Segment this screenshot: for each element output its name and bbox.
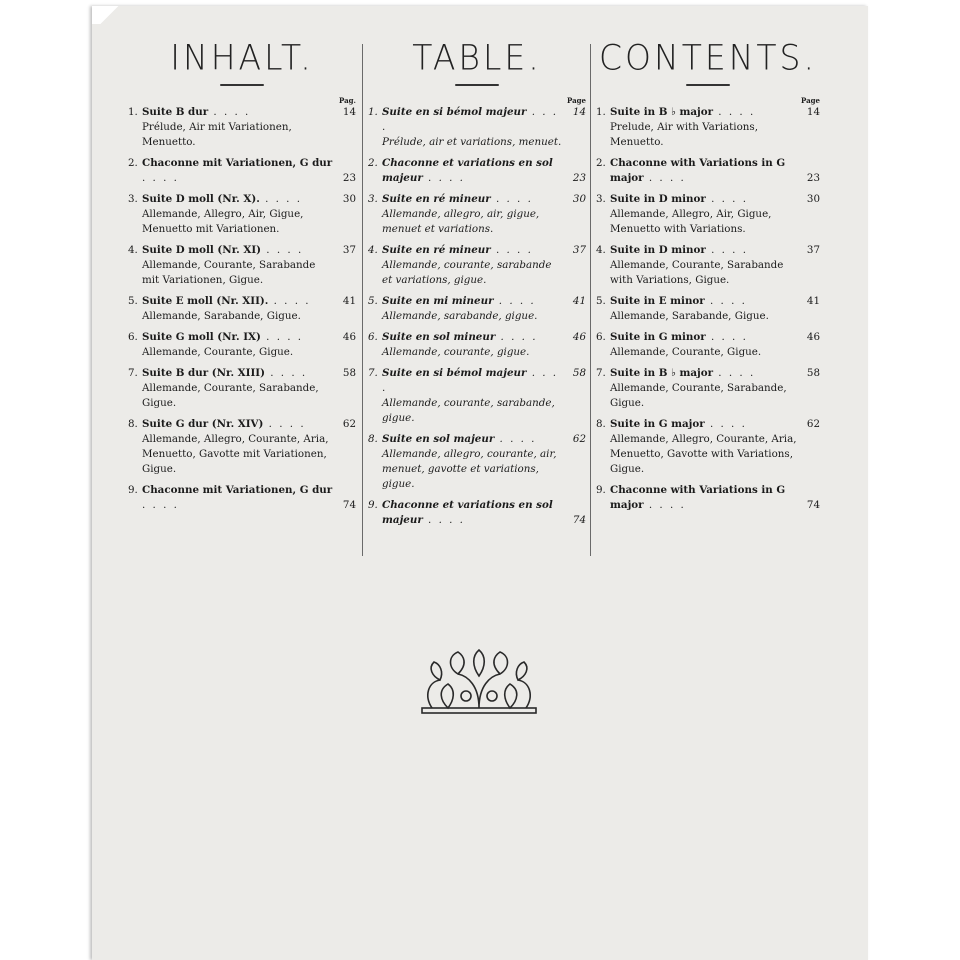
entry-title (368, 366, 586, 396)
leader-dots: . . . . (494, 433, 537, 445)
entry-movements: Prelude, Air with Variations, Menuetto. (610, 121, 758, 148)
entry-number: 1. (596, 106, 606, 118)
toc-entry (368, 366, 586, 426)
leader-dots: . . . . (643, 499, 686, 511)
entry-number: 4. (128, 244, 138, 256)
toc-entry (596, 417, 820, 477)
entry-movements: Allemande, Allegro, Courante, Aria, Menuetto, Gavotte mit Variationen, Gigue. (142, 433, 329, 475)
leader-dots: . . . . (490, 193, 533, 205)
entry-page-number: 46 (806, 331, 820, 343)
entry-movements: Allemande, Courante, Gigue. (142, 346, 294, 358)
english-column (596, 6, 820, 519)
entry-number: 2. (128, 157, 138, 169)
entry-title-text: Suite en mi mineur (382, 295, 494, 307)
entry-title (368, 432, 586, 447)
entry-page-number: 14 (572, 106, 586, 118)
heading-flourish (220, 84, 264, 86)
entry-number: 4. (368, 244, 378, 256)
toc-entry (596, 156, 820, 186)
english-heading: CONTENTS. (599, 37, 817, 78)
entry-page-number: 58 (342, 367, 356, 379)
entry-number: 6. (596, 331, 606, 343)
toc-entry (596, 192, 820, 237)
entry-title-text: Suite E moll (Nr. XII). (142, 295, 269, 307)
entry-number: 1. (128, 106, 138, 118)
entry-movements: Allemande, Courante, Sarabande mit Variationen, Gigue. (142, 259, 316, 286)
entry-title-text: Suite in B ♭ major (610, 106, 714, 118)
entry-page-number: 37 (572, 244, 586, 256)
entry-page-number: 58 (572, 367, 586, 379)
entry-page-number: 41 (342, 295, 356, 307)
leader-dots: . . . . (260, 331, 304, 343)
entry-number: 2. (368, 157, 378, 169)
toc-entry (128, 192, 356, 237)
entry-page-number: 37 (342, 244, 356, 256)
entry-title-text: Suite D moll (Nr. X). (142, 193, 260, 205)
leader-dots: . . . . (704, 418, 747, 430)
entry-title-text: Suite en ré mineur (382, 193, 491, 205)
leader-dots: . . . . (261, 244, 304, 256)
entry-title (128, 156, 356, 186)
leader-dots: . . . . (713, 367, 756, 379)
toc-list (368, 105, 586, 528)
entry-movements: Allemande, Courante, Sarabande with Variations, Gigue. (610, 259, 784, 286)
entry-page-number: 46 (572, 331, 586, 343)
entry-title (596, 366, 820, 381)
leader-dots: . . . . (493, 295, 536, 307)
entry-movements: Allemande, courante, sarabande et variations, gigue. (382, 259, 552, 286)
entry-page-number: 74 (806, 499, 820, 511)
entry-page-number: 41 (806, 295, 820, 307)
entry-number: 3. (368, 193, 378, 205)
leader-dots: . . . . (495, 331, 538, 343)
entry-number: 5. (596, 295, 606, 307)
page-column-label: Page (801, 96, 820, 105)
entry-number: 7. (128, 367, 138, 379)
entry-page-number: 30 (806, 193, 820, 205)
floral-ornament-icon (418, 646, 540, 720)
entry-title-text: Suite en sol majeur (382, 433, 495, 445)
toc-entry (128, 294, 356, 324)
leader-dots: . . . . (263, 418, 306, 430)
entry-page-number: 74 (342, 499, 356, 511)
entry-page-number: 74 (572, 514, 586, 526)
toc-entry (368, 294, 586, 324)
toc-entry (596, 483, 820, 513)
entry-movements: Allemande, Courante, Sarabande, Gigue. (610, 382, 787, 409)
entry-page-number: 62 (572, 433, 586, 445)
entry-title (128, 366, 356, 381)
toc-entry (128, 156, 356, 186)
entry-title (368, 294, 586, 309)
entry-number: 9. (128, 484, 138, 496)
entry-title-text: Suite B dur (Nr. XIII) (142, 367, 265, 379)
entry-movements: Allemande, Courante, Gigue. (610, 346, 762, 358)
entry-number: 8. (596, 418, 606, 430)
entry-title (368, 330, 586, 345)
toc-entry (368, 330, 586, 360)
entry-number: 9. (368, 499, 378, 511)
leader-dots: . . . . (704, 295, 747, 307)
entry-page-number: 41 (572, 295, 586, 307)
toc-entry (368, 105, 586, 150)
leader-dots: . . . . (422, 514, 465, 526)
entry-title (128, 192, 356, 207)
german-heading: INHALT. (170, 37, 314, 78)
entry-title (128, 417, 356, 432)
toc-entry (596, 366, 820, 411)
toc-entry (596, 330, 820, 360)
entry-title (128, 294, 356, 309)
entry-movements: Allemande, Allegro, Air, Gigue, Menuetto with Variations. (610, 208, 772, 235)
entry-page-number: 23 (342, 172, 356, 184)
entry-title-text: Chaconne mit Variationen, G dur (142, 157, 333, 169)
leader-dots: . . . . (142, 499, 179, 511)
leader-dots: . . . . (208, 106, 251, 118)
leader-dots: . . . . (490, 244, 533, 256)
toc-list (596, 105, 820, 513)
entry-title (368, 243, 586, 258)
column-divider (362, 44, 363, 556)
page-column-label: Page (567, 96, 586, 105)
entry-title (368, 498, 586, 528)
entry-page-number: 58 (806, 367, 820, 379)
french-heading: TABLE. (412, 37, 542, 78)
entry-number: 1. (368, 106, 378, 118)
heading-flourish (455, 84, 499, 86)
entry-movements: Allemande, allegro, courante, air, menuet, gavotte et variations, gigue. (382, 448, 557, 490)
entry-title-text: Suite en sol mineur (382, 331, 496, 343)
entry-movements: Allemande, Sarabande, Gigue. (610, 310, 769, 322)
entry-title-text: Chaconne mit Variationen, G dur (142, 484, 333, 496)
page-column-label: Pag. (339, 96, 356, 105)
toc-entry (128, 330, 356, 360)
entry-page-number: 30 (342, 193, 356, 205)
toc-list (128, 105, 356, 513)
entry-page-number: 23 (806, 172, 820, 184)
entry-title-text: Suite in B ♭ major (610, 367, 714, 379)
entry-number: 8. (128, 418, 138, 430)
entry-movements: Allemande, Sarabande, Gigue. (142, 310, 301, 322)
entry-movements: Allemande, Allegro, Courante, Aria, Menuetto, Gavotte with Variations, Gigue. (610, 433, 797, 475)
entry-number: 9. (596, 484, 606, 496)
entry-number: 7. (596, 367, 606, 379)
entry-movements: Allemande, courante, gigue. (382, 346, 530, 358)
leader-dots: . . . . (643, 172, 686, 184)
leader-dots: . . . . (705, 193, 748, 205)
entry-title-text: Suite in E minor (610, 295, 705, 307)
entry-movements: Allemande, courante, sarabande, gigue. (382, 397, 555, 424)
entry-title-text: Suite in G minor (610, 331, 706, 343)
entry-title-text: Suite G moll (Nr. IX) (142, 331, 261, 343)
entry-title-text: Chaconne et variations en sol majeur (382, 157, 553, 184)
entry-page-number: 62 (342, 418, 356, 430)
entry-page-number: 14 (342, 106, 356, 118)
entry-page-number: 37 (806, 244, 820, 256)
toc-entry (368, 192, 586, 237)
toc-entry (368, 498, 586, 528)
leader-dots: . . . . (422, 172, 465, 184)
entry-movements: Allemande, sarabande, gigue. (382, 310, 538, 322)
german-column (128, 6, 356, 519)
entry-number: 3. (128, 193, 138, 205)
entry-movements: Prélude, Air mit Variationen, Menuetto. (142, 121, 292, 148)
entry-number: 5. (368, 295, 378, 307)
entry-title (368, 192, 586, 207)
entry-title-text: Chaconne with Variations in G major (610, 157, 786, 184)
entry-title (596, 192, 820, 207)
entry-movements: Prélude, air et variations, menuet. (382, 136, 562, 148)
entry-title-text: Suite en si bémol majeur (382, 367, 527, 379)
toc-entry (128, 483, 356, 513)
leader-dots: . . . . (705, 331, 748, 343)
entry-page-number: 14 (806, 106, 820, 118)
entry-movements: Allemande, Allegro, Air, Gigue, Menuetto mit Variationen. (142, 208, 304, 235)
entry-number: 4. (596, 244, 606, 256)
leader-dots: . . . . (259, 193, 302, 205)
toc-entry (596, 294, 820, 324)
french-column (368, 6, 586, 534)
entry-title (128, 330, 356, 345)
entry-number: 6. (128, 331, 138, 343)
entry-page-number: 30 (572, 193, 586, 205)
entry-title (368, 156, 586, 186)
leader-dots: . . . . (382, 106, 559, 133)
entry-number: 6. (368, 331, 378, 343)
entry-movements: Allemande, Courante, Sarabande, Gigue. (142, 382, 319, 409)
heading-flourish (686, 84, 730, 86)
entry-title (596, 483, 820, 513)
leader-dots: . . . . (382, 367, 559, 394)
toc-entry (128, 105, 356, 150)
entry-title-text: Chaconne et variations en sol majeur (382, 499, 553, 526)
entry-title-text: Chaconne with Variations in G major (610, 484, 786, 511)
entry-title-text: Suite D moll (Nr. XI) (142, 244, 262, 256)
leader-dots: . . . . (268, 295, 311, 307)
entry-title (596, 105, 820, 120)
entry-title (596, 243, 820, 258)
entry-page-number: 23 (572, 172, 586, 184)
leader-dots: . . . . (705, 244, 748, 256)
entry-movements: Allemande, allegro, air, gigue, menuet et variations. (382, 208, 540, 235)
toc-entry (128, 417, 356, 477)
entry-title-text: Suite in D minor (610, 193, 706, 205)
entry-title-text: Suite B dur (142, 106, 209, 118)
column-divider (590, 44, 591, 556)
entry-number: 7. (368, 367, 378, 379)
toc-entry (368, 243, 586, 288)
entry-title-text: Suite en ré mineur (382, 244, 491, 256)
leader-dots: . . . . (713, 106, 756, 118)
toc-entry (128, 243, 356, 288)
entry-title (596, 156, 820, 186)
toc-entry (368, 432, 586, 492)
entry-number: 3. (596, 193, 606, 205)
entry-title (128, 105, 356, 120)
entry-title-text: Suite G dur (Nr. XIV) (142, 418, 264, 430)
toc-entry (368, 156, 586, 186)
toc-entry (596, 243, 820, 288)
document-page (92, 6, 868, 960)
entry-title (596, 330, 820, 345)
entry-title (128, 483, 356, 513)
entry-title-text: Suite in G major (610, 418, 705, 430)
entry-number: 5. (128, 295, 138, 307)
entry-title (128, 243, 356, 258)
toc-entry (596, 105, 820, 150)
entry-title (368, 105, 586, 135)
entry-number: 8. (368, 433, 378, 445)
entry-page-number: 46 (342, 331, 356, 343)
toc-entry (128, 366, 356, 411)
entry-title-text: Suite en si bémol majeur (382, 106, 527, 118)
leader-dots: . . . . (142, 172, 179, 184)
entry-title-text: Suite in D minor (610, 244, 706, 256)
leader-dots: . . . . (264, 367, 308, 379)
entry-number: 2. (596, 157, 606, 169)
entry-title (596, 417, 820, 432)
entry-page-number: 62 (806, 418, 820, 430)
entry-title (596, 294, 820, 309)
